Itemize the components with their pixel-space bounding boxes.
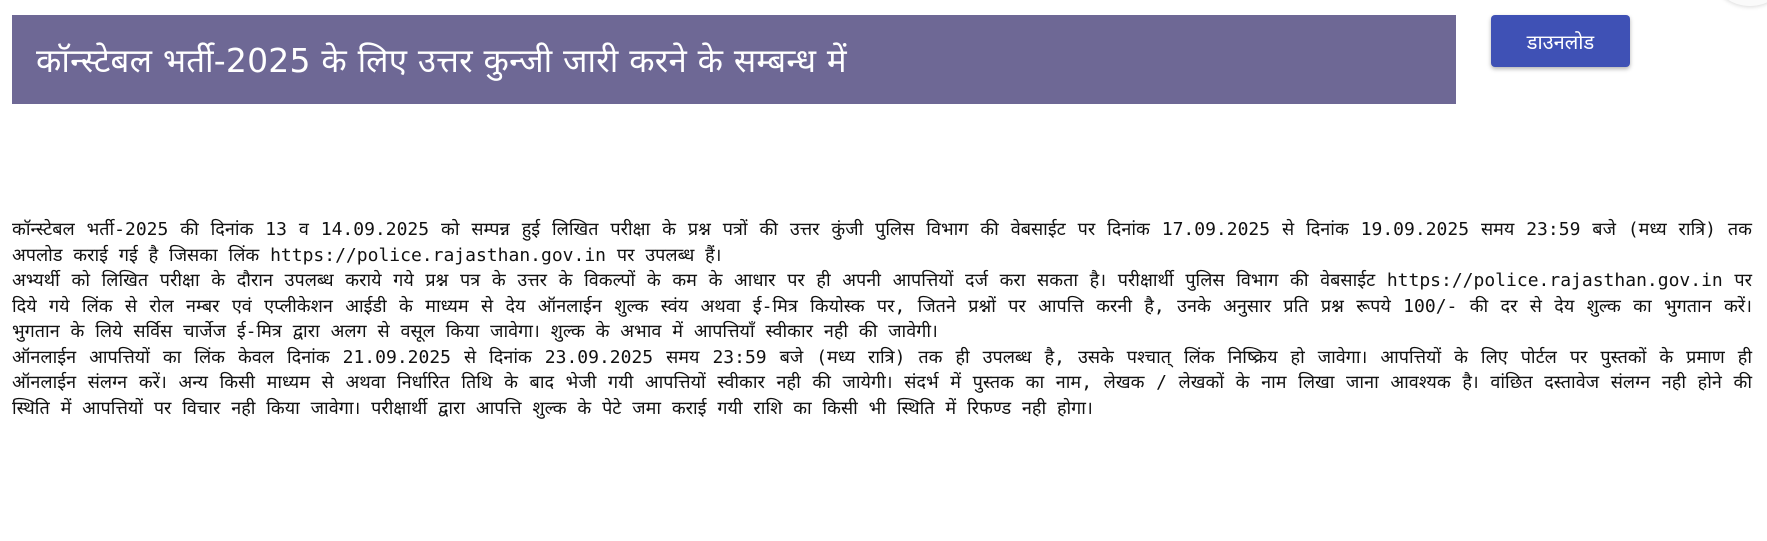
notice-paragraph-3: ऑनलाईन आपत्तियों का लिंक केवल दिनांक 21.09.2025 से दिनांक 23.09.2025 समय 23:59 बजे (मध्य रात्रि) तक ही उपलब्ध है, उसके पश्चात् लिंक निष्क्रिय हो जावेगा। आपत्तियों के लिए पोर्टल पर पुस्तकों के प्रमाण ही ऑनलाईन संलग्न करें। अन्य किसी माध्यम से अथवा निर्धारित तिथि के बाद भेजी गयी आपत्तियों स्वीकार नही की जायेगी। संदर्भ में पुस्तक का नाम, लेखक / लेखकों के नाम लिखा जाना आवश्यक है। वांछित दस्तावेज संलग्न नही होने की स्थिति में आपत्तियों पर विचार नही किया जावेगा। परीक्षार्थी द्वारा आपत्ति शुल्क के पेटे जमा कराई गयी राशि का किसी भी स्थिति में रिफण्ड नही होगा। bbox=[12, 346, 1752, 419]
title-banner bbox=[12, 15, 1456, 104]
notice-paragraph-1: कॉन्स्टेबल भर्ती-2025 की दिनांक 13 व 14.09.2025 को सम्पन्न हुई लिखित परीक्षा के प्रश्न पत्रों की उत्तर कुंजी पुलिस विभाग की वेबसाईट पर दिनांक 17.09.2025 से दिनांक 19.09.2025 समय 23:59 बजे (मध्य रात्रि) तक अपलोड कराई गई है जिसका लिंक https://police.rajasthan.gov.in पर उपलब्ध हैं। bbox=[12, 219, 1752, 266]
page-title: कॉन्स्टेबल भर्ती-2025 के लिए उत्तर कुन्जी जारी करने के सम्बन्ध में bbox=[36, 41, 847, 80]
download-button[interactable]: डाउनलोड bbox=[1491, 15, 1630, 67]
notice-paragraph-2: अभ्यर्थी को लिखित परीक्षा के दौरान उपलब्ध कराये गये प्रश्न पत्र के उत्तर के विकल्पों के कम के आधार पर ही अपनी आपत्तियों दर्ज करा सकता है। परीक्षार्थी पुलिस विभाग की वेबसाईट https://police.rajasthan.gov.in पर दिये गये लिंक से रोल नम्बर एवं एप्लीकेशन आईडी के माध्यम से देय ऑनलाईन शुल्क स्वंय अथवा ई-मित्र कियोस्क पर, जितने प्रश्नों पर आपत्ति करनी है, उनके अनुसार प्रति प्रश्न रूपये 100/- की दर से देय शुल्क का भुगतान करें। भुगतान के लिये सर्विस चार्जेज ई-मित्र द्वारा अलग से वसूल किया जावेगा। शुल्क के अभाव में आपत्तियाँ स्वीकार नही की जावेगी। bbox=[12, 270, 1752, 342]
notice-body bbox=[12, 217, 1752, 421]
corner-floating-button[interactable] bbox=[1715, 0, 1767, 6]
